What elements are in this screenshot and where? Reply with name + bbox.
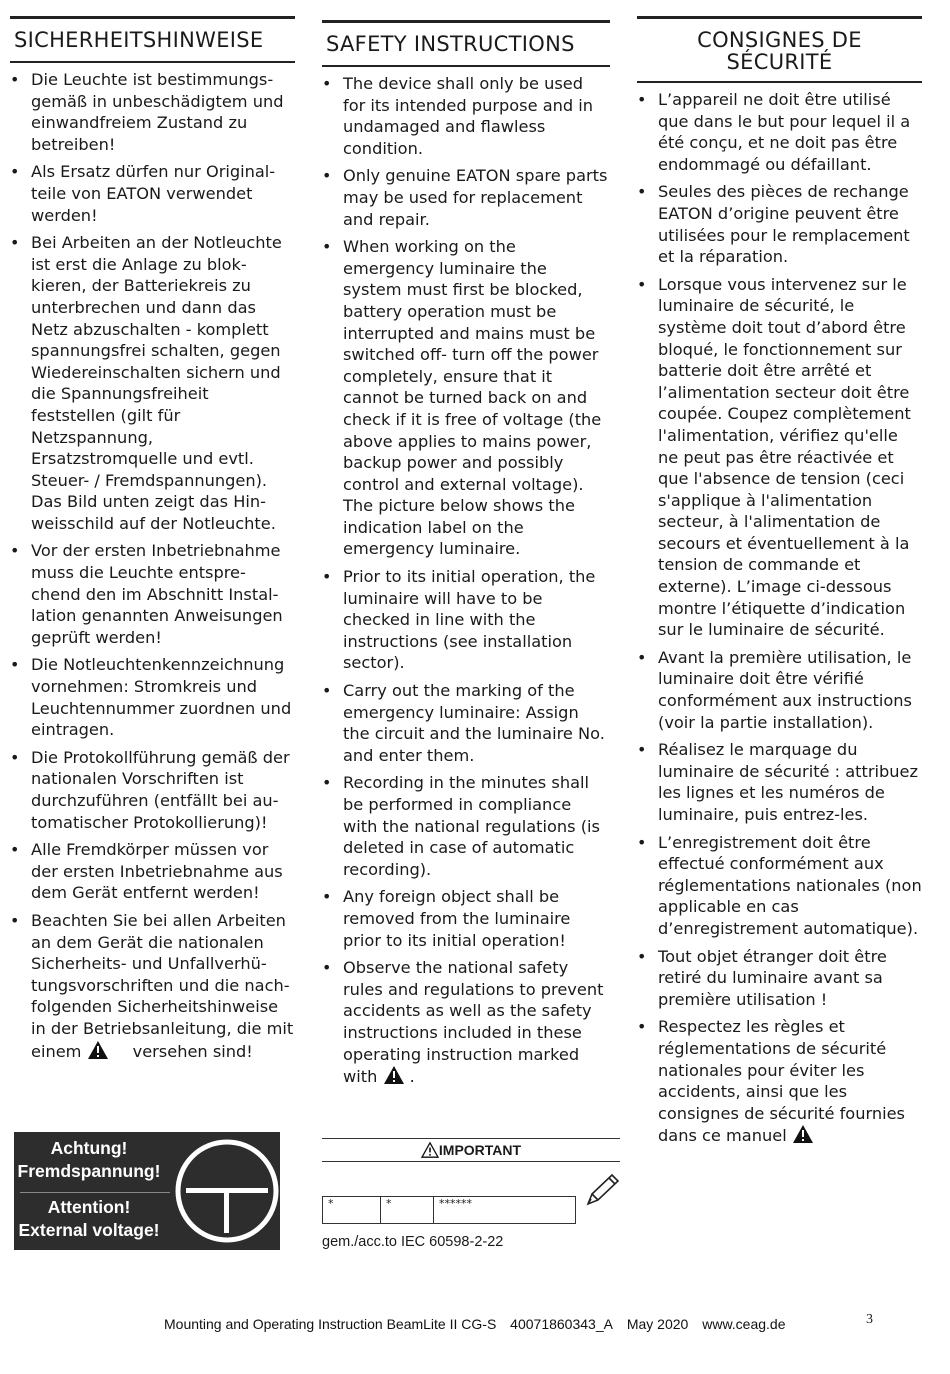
list-item: • Carry out the marking of the emergency luminaire: Assign the circuit and the luminaire No. and enter them.: [322, 680, 610, 766]
list-item: • Réalisez le marquage du luminaire de sécurité : attribuez les lignes et les numéros de luminaire, puis entrez-les.: [637, 739, 922, 825]
list-item: • Recording in the minutes shall be performed in compliance with the national regulations (is deleted in case of automatic recording).: [322, 772, 610, 880]
list-item: • When working on the emergency luminaire the system must first be blocked, battery operation must be interrupted and mains must be switched off- turn off the power completely, ensure that it cannot be turned back on and check if it is free of voltage (the above applies to mains power, backup power and possibly control and external voltage). The picture below shows the indication label on the emergency luminaire.: [322, 236, 610, 560]
list-item: • Vor der ersten Inbetriebnahme muss die Leuchte entspre-chend den im Abschnitt Instal-lation genannten Anweisungen geprüft werden!: [10, 540, 295, 648]
important-label: [322, 1138, 620, 1250]
column-english: [322, 16, 610, 1088]
bullet-list-de: [10, 69, 295, 1062]
warning-triangle-icon: [87, 1040, 109, 1060]
bullet-list-fr: [637, 89, 922, 1147]
list-item-text: Observe the national safety rules and regulations to prevent accidents as well as the safety instructions included in these operating instruction marked with: [343, 958, 604, 1087]
list-item: • Tout objet étranger doit être retiré du luminaire avant sa première utilisation !: [637, 946, 922, 1011]
list-item: [10, 910, 295, 1062]
marking-field-luminaire: *: [381, 1197, 434, 1223]
list-item: • Prior to its initial operation, the luminaire will have to be checked in line with the instructions (see installation sector).: [322, 566, 610, 674]
footer-url: www.ceag.de: [702, 1316, 786, 1332]
list-item: • Avant la première utilisation, le luminaire doit être vérifié conformément aux instructions (voir la partie installation).: [637, 647, 922, 733]
important-fields-row: [322, 1162, 620, 1220]
list-item-text: .: [409, 1067, 415, 1087]
label-german: Achtung! Fremdspannung!: [17, 1138, 161, 1181]
list-item-text: Beachten Sie bei allen Arbeiten an dem Gerät die nationalen Sicherheits- und Unfallverhü-tungsvorschriften und die nach-folgenden Sicherheitshinweise in der Betriebsanleitung, die mit einem: [31, 910, 294, 1061]
pencil-icon: [584, 1172, 620, 1208]
list-item-text: Respectez les règles et réglementations de sécurité nationales pour éviter les accidents, ainsi que les consignes de sécurité fournies dans ce manuel: [658, 1017, 905, 1146]
list-item: • Die Leuchte ist bestimmungs-gemäß in unbeschädigtem und einwandfreiem Zustand zu betreiben!: [10, 69, 295, 155]
footer-doc-code: 40071860343_A: [510, 1316, 613, 1332]
list-item: [637, 1016, 922, 1147]
list-item: • Seules des pièces de rechange EATON d’origine peuvent être utilisées pour le remplacement et la réparation.: [637, 181, 922, 267]
page-number: 3: [866, 1312, 873, 1327]
external-voltage-label: [14, 1132, 280, 1250]
marking-fields: [322, 1196, 576, 1224]
list-item: • Die Protokollführung gemäß der nationalen Vorschriften ist durchzuführen (entfällt bei au-tomatischer Protokollierung)!: [10, 747, 295, 833]
footer-date: May 2020: [626, 1316, 689, 1332]
list-item: • L’appareil ne doit être utilisé que dans le but pour lequel il a été conçu, et ne doit pas être endommagé ou défaillant.: [637, 89, 922, 175]
list-item: • Any foreign object shall be removed from the luminaire prior to its initial operation!: [322, 886, 610, 951]
footer: [164, 1316, 796, 1332]
label-english: Attention! External voltage!: [18, 1197, 160, 1240]
list-item: • Die Notleuchtenkennzeichnung vornehmen: Stromkreis und Leuchtennummer zuordnen und eintragen.: [10, 654, 295, 740]
list-item: • Als Ersatz dürfen nur Original-teile von EATON verwendet werden!: [10, 161, 295, 226]
section-title-en: SAFETY INSTRUCTIONS: [322, 20, 610, 67]
column-german: [10, 16, 295, 1062]
marking-field-circuit: *: [323, 1197, 381, 1223]
warning-triangle-icon: [792, 1124, 814, 1144]
list-item: • Alle Fremdkörper müssen vor der ersten Inbetriebnahme aus dem Gerät entfernt werden!: [10, 839, 295, 904]
list-item: [322, 957, 610, 1088]
marking-field-address: ******: [439, 1197, 472, 1210]
standard-reference: gem./acc.to IEC 60598-2-22: [322, 1234, 504, 1250]
section-title-fr: CONSIGNES DE SÉCURITÉ: [637, 16, 922, 83]
t-symbol-icon: [174, 1138, 280, 1244]
label-divider: [20, 1192, 170, 1193]
important-header: IMPORTANT: [322, 1138, 620, 1162]
section-title-de: SICHERHEITSHINWEISE: [10, 16, 295, 63]
list-item: • Lorsque vous intervenez sur le luminaire de sécurité, le système doit tout d’abord être bloqué, le fonctionnement sur batterie doit être arrêté et l’alimentation secteur doit être coupée. Coupez complètement l'alimentation, vérifiez qu'elle ne peut pas être réactivée et que l'absence de tension (ceci s'applique à l'alimentation secteur, à l'alimentation de secours et éventuellement à la tension de commande et externe). L’image ci-dessous montre l’étiquette d’indication sur le luminaire de sécurité.: [637, 274, 922, 641]
bullet-list-en: [322, 73, 610, 1088]
footer-doc-title: Mounting and Operating Instruction BeamLite II CG-S: [164, 1316, 497, 1332]
list-item: • Bei Arbeiten an der Notleuchte ist erst die Anlage zu blok-kieren, der Batteriekreis zu unterbrechen und dann das Netz abzuschalten - komplett spannungsfrei schalten, gegen Wiedereinschalten sichern und die Spannungsfreiheit feststellen (gilt für Netzspannung, Ersatzstromquelle und evtl. Steuer- / Fremdspannungen). Das Bild unten zeigt das Hin-weisschild auf der Notleuchte.: [10, 232, 295, 534]
warning-triangle-icon: [421, 1142, 439, 1158]
column-french: [637, 16, 922, 1147]
list-item-text: versehen sind!: [132, 1041, 253, 1061]
list-item: • Only genuine EATON spare parts may be used for replacement and repair.: [322, 165, 610, 230]
list-item: • L’enregistrement doit être effectué conformément aux réglementations nationales (non applicable en cas d’enregistrement automatique).: [637, 832, 922, 940]
list-item: • The device shall only be used for its intended purpose and in undamaged and flawless condition.: [322, 73, 610, 159]
warning-triangle-icon: [383, 1065, 405, 1085]
